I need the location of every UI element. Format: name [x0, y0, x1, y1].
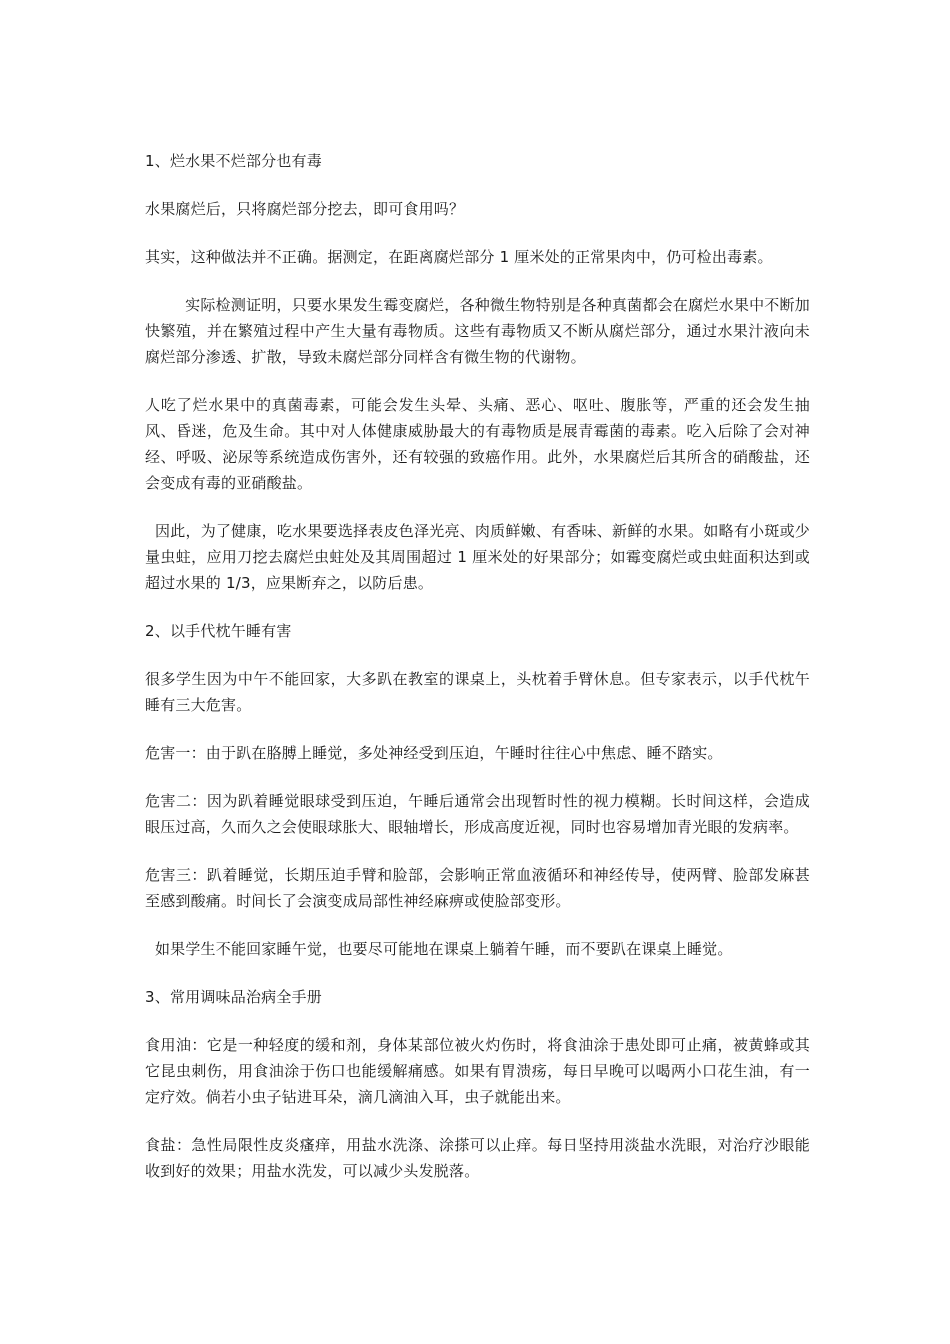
paragraph: 危害一：由于趴在胳膊上睡觉，多处神经受到压迫，午睡时往往心中焦虑、睡不踏实。: [145, 744, 723, 762]
paragraph: 其实，这种做法并不正确。据测定，在距离腐烂部分 1 厘米处的正常果肉中，仍可检出毒素。: [145, 248, 773, 266]
paragraph: 食盐：急性局限性皮炎瘙痒，用盐水洗涤、涂搽可以止痒。每日坚持用淡盐水洗眼，对治疗沙眼能收到好的效果；用盐水洗发，可以减少头发脱落。: [145, 1136, 810, 1180]
paragraph: 人吃了烂水果中的真菌毒素，可能会发生头晕、头痛、恶心、呕吐、腹胀等，严重的还会发生抽风、昏迷，危及生命。其中对人体健康威胁最大的有毒物质是展青霉菌的毒素。吃入后除了会对神经、呼吸、泌尿等系统造成伤害外，还有较强的致癌作用。此外，水果腐烂后其所含的硝酸盐，还会变成有毒的亚硝酸盐。: [145, 396, 810, 492]
paragraph: 危害二：因为趴着睡觉眼球受到压迫，午睡后通常会出现暂时性的视力模糊。长时间这样，会造成眼压过高，久而久之会使眼球胀大、眼轴增长，形成高度近视，同时也容易增加青光眼的发病率。: [145, 792, 810, 836]
section-heading-1: 1、烂水果不烂部分也有毒: [145, 152, 322, 170]
paragraph: 因此，为了健康，吃水果要选择表皮色泽光亮、肉质鲜嫩、有香味、新鲜的水果。如略有小斑或少量虫蛀，应用刀挖去腐烂虫蛀处及其周围超过 1 厘米处的好果部分；如霉变腐烂或虫蛀面积达到或超过水果的 1/3，应果断弃之，以防后患。: [145, 522, 811, 592]
paragraph: 食用油：它是一种轻度的缓和剂，身体某部位被火灼伤时，将食油涂于患处即可止痛，被黄蜂或其它昆虫刺伤，用食油涂于伤口也能缓解痛感。如果有胃溃疡，每日早晚可以喝两小口花生油，有一定疗效。倘若小虫子钻进耳朵，滴几滴油入耳，虫子就能出来。: [145, 1036, 810, 1106]
document-page: [145, 148, 810, 1206]
paragraph: 水果腐烂后，只将腐烂部分挖去，即可食用吗？: [145, 200, 465, 218]
paragraph: 如果学生不能回家睡午觉，也要尽可能地在课桌上躺着午睡，而不要趴在课桌上睡觉。: [145, 940, 733, 958]
paragraph: 很多学生因为中午不能回家，大多趴在教室的课桌上，头枕着手臂休息。但专家表示，以手代枕午睡有三大危害。: [145, 670, 810, 714]
section-heading-2: 2、以手代枕午睡有害: [145, 622, 292, 640]
section-heading-3: 3、常用调味品治病全手册: [145, 988, 322, 1006]
paragraph: 危害三：趴着睡觉，长期压迫手臂和脸部，会影响正常血液循环和神经传导，使两臂、脸部发麻甚至感到酸痛。时间长了会演变成局部性神经麻痹或使脸部变形。: [145, 866, 810, 910]
paragraph: 实际检测证明，只要水果发生霉变腐烂，各种微生物特别是各种真菌都会在腐烂水果中不断加快繁殖，并在繁殖过程中产生大量有毒物质。这些有毒物质又不断从腐烂部分，通过水果汁液向未腐烂部分渗透、扩散，导致未腐烂部分同样含有微生物的代谢物。: [145, 296, 810, 366]
